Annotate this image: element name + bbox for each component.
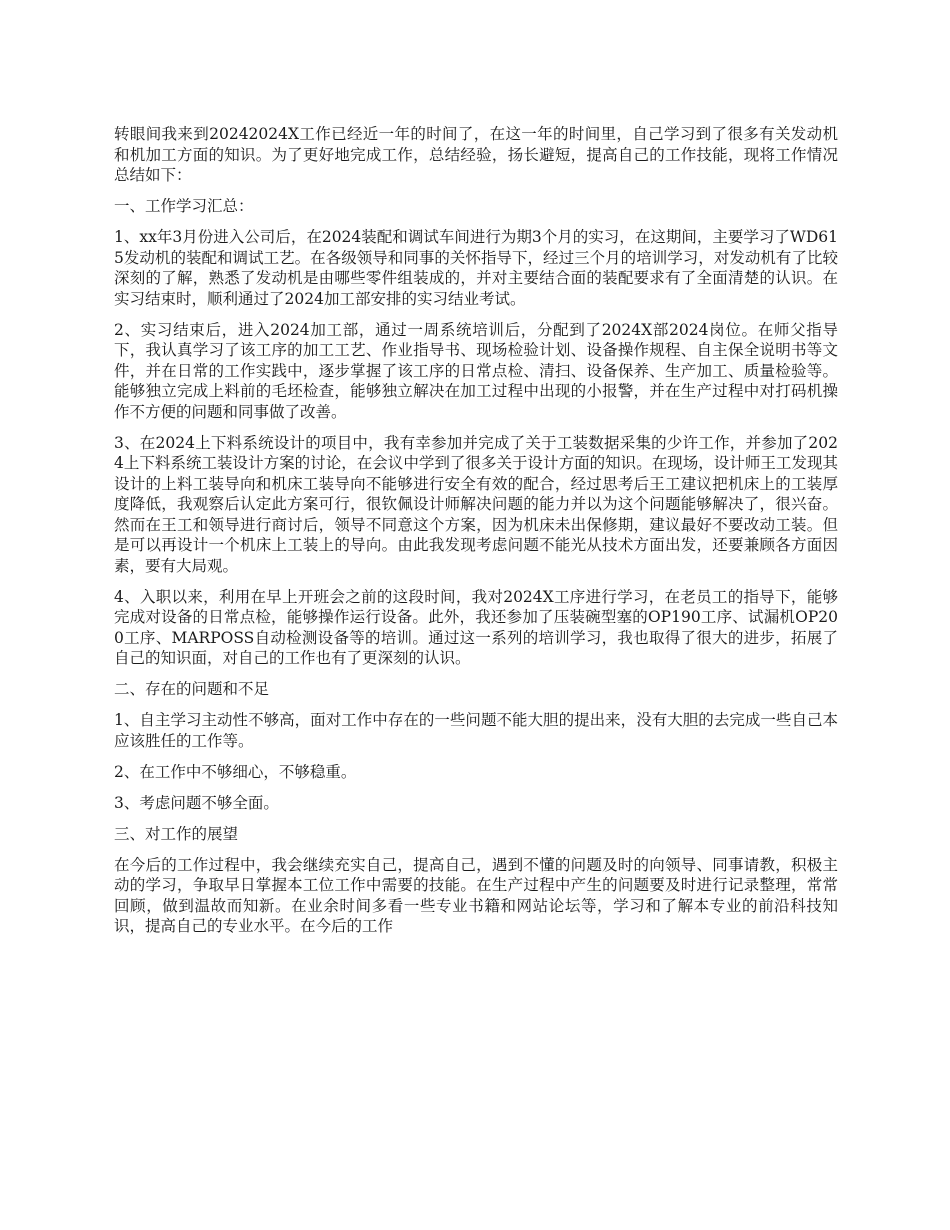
paragraph-item-4: 4、入职以来，利用在早上开班会之前的这段时间，我对2024X工序进行学习，在老员工的指导下，能够完成对设备的日常点检，能够操作运行设备。此外，我还参加了压装碗型塞的OP190工序、试漏机OP200工序、MARPOSS自动检测设备等的培训。通过这一系列的培训学习，我也取得了很大的进步，拓展了自己的知识面，对自己的工作也有了更深刻的认识。 <box>114 587 838 667</box>
paragraph-item-3: 3、在2024上下料系统设计的项目中，我有幸参加并完成了关于工装数据采集的少许工作，并参加了2024上下料系统工装设计方案的讨论，在会议中学到了很多关于设计方面的知识。在现场，设计师王工发现其设计的上料工装导向和机床工装导向不能够进行安全有效的配合，经过思考后王工建议把机床上的工装厚度降低，我观察后认定此方案可行，很钦佩设计师解决问题的能力并以为这个问题能够解决了，很兴奋。然而在王工和领导进行商讨后，领导不同意这个方案，因为机床未出保修期，建议最好不要改动工装。但是可以再设计一个机床上工装上的导向。由此我发现考虑问题不能光从技术方面出发，还要兼顾各方面因素，要有大局观。 <box>114 433 838 575</box>
section-heading-problems: 二、存在的问题和不足 <box>114 680 270 698</box>
section-heading-outlook: 三、对工作的展望 <box>114 824 239 843</box>
section-heading-work-summary: 一、工作学习汇总： <box>114 197 254 215</box>
outlook-paragraph: 在今后的工作过程中，我会继续充实自己，提高自己，遇到不懂的问题及时的向领导、同事请教，积极主动的学习，争取早日掌握本工位工作中需要的技能。在生产过程中产生的问题要及时进行记录整理，常常回顾，做到温故而知新。在业余时间多看一些专业书籍和网站论坛等，学习和了解本专业的前沿科技知识，提高自己的专业水平。在今后的工作 <box>114 855 838 935</box>
problem-item-2: 2、在工作中不够细心，不够稳重。 <box>114 762 357 781</box>
problem-item-3: 3、考虑问题不够全面。 <box>114 793 279 812</box>
problem-item-1: 1、自主学习主动性不够高，面对工作中存在的一些问题不能大胆的提出来，没有大胆的去完成一些自己本应该胜任的工作等。 <box>114 711 838 750</box>
document-body <box>114 124 838 947</box>
paragraph-item-1: 1、xx年3月份进入公司后，在2024装配和调试车间进行为期3个月的实习，在这期间，主要学习了WD615发动机的装配和调试工艺。在各级领导和同事的关怀指导下，经过三个月的培训学习，对发动机有了比较深刻的了解，熟悉了发动机是由哪些零件组装成的，并对主要结合面的装配要求有了全面清楚的认识。在实习结束时，顺利通过了2024加工部安排的实习结业考试。 <box>114 228 838 308</box>
paragraph-item-2: 2、实习结束后，进入2024加工部，通过一周系统培训后，分配到了2024X部2024岗位。在师父指导下，我认真学习了该工序的加工工艺、作业指导书、现场检验计划、设备操作规程、自主保全说明书等文件，并在日常的工作实践中，逐步掌握了该工序的日常点检、清扫、设备保养、生产加工、质量检验等。能够独立完成上料前的毛坯检查，能够独立解决在加工过程中出现的小报警，并在生产过程中对打码机操作不方便的问题和同事做了改善。 <box>114 320 838 421</box>
intro-paragraph: 转眼间我来到20242024X工作已经近一年的时间了，在这一年的时间里，自己学习到了很多有关发动机和机加工方面的知识。为了更好地完成工作，总结经验，扬长避短，提高自己的工作技能，现将工作情况总结如下： <box>114 125 838 184</box>
